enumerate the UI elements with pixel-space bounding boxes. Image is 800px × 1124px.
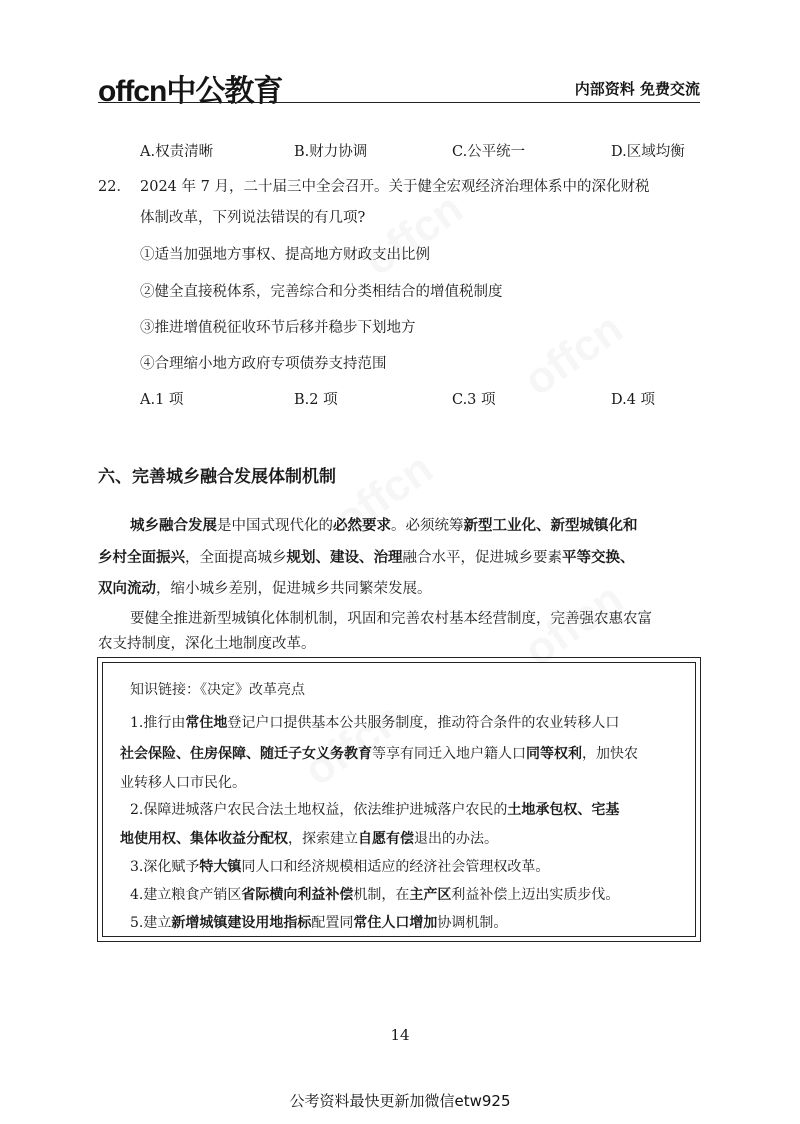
section-para2-line2: 农支持制度，深化土地制度改革。 (98, 636, 316, 652)
text: 3.深化赋予 (130, 859, 200, 875)
knowledge-item5 (130, 912, 507, 932)
emphasis: 土地承包权、宅基 (507, 802, 620, 818)
text: ，加快农 (582, 746, 638, 762)
footer-text: 公考资料最快更新加微信etw925 (289, 1092, 511, 1110)
emphasis: 乡村全面振兴 (98, 550, 185, 566)
q21-option-d: D.区域均衡 (611, 144, 685, 160)
text: 。必须统筹 (391, 518, 464, 534)
knowledge-item2-line2 (120, 828, 498, 848)
emphasis: 新型工业化、新型城镇化和 (463, 518, 638, 534)
text: ，探索建立 (288, 831, 358, 847)
emphasis: 自愿有偿 (358, 831, 414, 847)
watermark (355, 184, 472, 287)
emphasis: 平等交换、 (562, 550, 635, 566)
q22-item-1: ①适当加强地方事权、提高地方财政支出比例 (140, 247, 430, 263)
header-divider (98, 102, 700, 103)
emphasis: 规划、建设、治理 (286, 550, 403, 566)
header-right-text: 内部资料 免费交流 (574, 80, 700, 98)
q21-option-c: C.公平统一 (452, 144, 526, 160)
section-para1-line3 (98, 577, 432, 598)
text: 同人口和经济规模相适应的经济社会管理权改革。 (241, 859, 550, 875)
emphasis: 省际横向利益补偿 (241, 887, 354, 903)
emphasis: 城乡融合发展 (130, 518, 217, 534)
text: 融合水平，促进城乡要素 (402, 550, 562, 566)
q21-option-a: A.权责清晰 (140, 144, 214, 160)
emphasis: 双向流动 (98, 581, 156, 597)
text: 利益补偿上迈出实质步伐。 (451, 887, 620, 903)
q22-option-a: A.1 项 (140, 392, 184, 408)
page-number: 14 (390, 1026, 410, 1044)
text: 协调机制。 (437, 915, 508, 931)
q22-item-2: ②健全直接税体系，完善综合和分类相结合的增值税制度 (140, 284, 503, 300)
emphasis: 特大镇 (199, 859, 242, 875)
q22-stem-line1: 2024 年 7 月，二十届三中全会召开。关于健全宏观经济治理体系中的深化财税 (140, 179, 650, 195)
text: 4.建立粮食产销区 (130, 887, 242, 903)
emphasis: 社会保险、住房保障、随迁子女义务教育 (120, 746, 372, 762)
section-para1-line1 (130, 514, 638, 535)
text: 是中国式现代化的 (217, 518, 333, 534)
q22-option-c: C.3 项 (452, 392, 496, 408)
q21-option-b: B.财力协调 (294, 144, 368, 160)
q22-option-d: D.4 项 (611, 392, 656, 408)
emphasis: 新增城镇建设用地指标 (171, 915, 312, 931)
q22-stem-line2: 体制改革，下列说法错误的有几项? (140, 210, 366, 226)
section-para1-line2 (98, 546, 635, 567)
offcn-logo: offcn中公教育 (98, 75, 283, 108)
text: ，全面提高城乡 (185, 550, 287, 566)
q22-option-b: B.2 项 (294, 392, 338, 408)
emphasis: 同等权利 (526, 746, 582, 762)
emphasis: 主产区 (409, 887, 452, 903)
knowledge-item2-line1 (130, 799, 619, 819)
emphasis: 常住地 (185, 715, 228, 731)
text: 等享有同迁入地户籍人口 (372, 746, 526, 762)
section-title: 六、完善城乡融合发展体制机制 (98, 467, 336, 487)
emphasis: 地使用权、集体收益分配权 (120, 831, 288, 847)
text: 配置同 (311, 915, 354, 931)
q22-item-3: ③推进增值税征收环节后移并稳步下划地方 (140, 320, 416, 336)
knowledge-item1-line2 (120, 743, 638, 763)
text: 1.推行由 (130, 715, 186, 731)
text: 2.保障进城落户农民合法土地权益，依法维护进城落户农民的 (130, 802, 508, 818)
knowledge-item3 (130, 856, 549, 876)
knowledge-item1-line1 (130, 712, 619, 732)
text: ，缩小城乡差别，促进城乡共同繁荣发展。 (156, 581, 432, 597)
emphasis: 必然要求 (333, 518, 391, 534)
knowledge-item4 (130, 884, 619, 904)
section-para2-line1: 要健全推进新型城镇化体制机制，巩固和完善农村基本经营制度，完善强农惠农富 (130, 611, 652, 627)
text: 登记户口提供基本公共服务制度，推动符合条件的农业转移人口 (227, 715, 620, 731)
knowledge-box-title: 知识链接：《决定》改革亮点 (130, 682, 305, 698)
text: 退出的办法。 (414, 831, 498, 847)
text: 5.建立 (130, 915, 172, 931)
text: 机制，在 (353, 887, 410, 903)
knowledge-item1-line3: 业转移人口市民化。 (120, 775, 246, 791)
q22-number: 22． (98, 179, 131, 195)
emphasis: 常住人口增加 (353, 915, 438, 931)
q22-item-4: ④合理缩小地方政府专项债券支持范围 (140, 356, 387, 372)
